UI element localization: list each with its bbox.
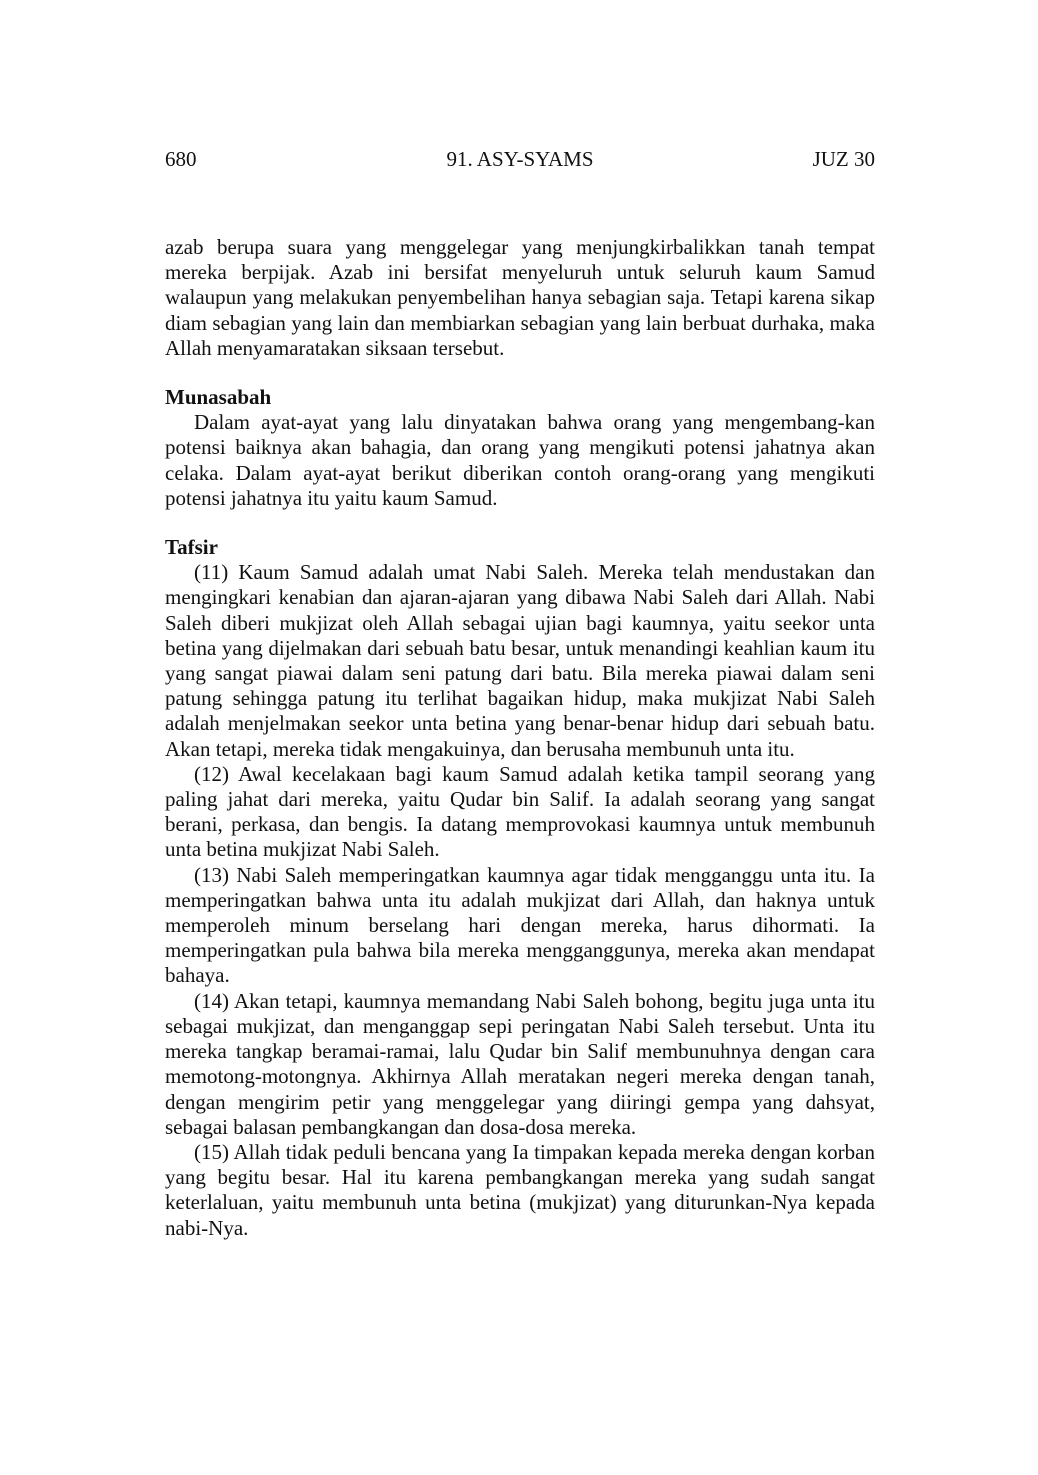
munasabah-heading: Munasabah (165, 385, 272, 410)
munasabah-paragraph: Dalam ayat-ayat yang lalu dinyatakan bahwa orang yang mengembang-kan potensi baiknya akan bahagia, dan orang yang mengikuti potensi jahatnya akan celaka. Dalam ayat-ayat berikut diberikan contoh orang-orang yang mengikuti potensi jahatnya itu yaitu kaum Samud. (165, 410, 875, 510)
running-header (165, 144, 875, 174)
juz-label: JUZ 30 (812, 147, 875, 171)
tafsir-paragraph-11: (11) Kaum Samud adalah umat Nabi Saleh. Mereka telah mendustakan dan mengingkari kenabian dan ajaran-ajaran yang dibawa Nabi Saleh dari Allah. Nabi Saleh diberi mukjizat oleh Allah sebagai ujian bagi kaumnya, yaitu seekor unta betina yang dijelmakan dari sebuah batu besar, untuk menandingi keahlian kaum itu yang sangat piawai dalam seni patung dari batu. Bila mereka piawai dalam seni patung sehingga patung itu terlihat bagaikan hidup, maka mukjizat Nabi Saleh adalah menjelmakan seekor unta betina yang benar-benar hidup dari sebuah batu. Akan tetapi, mereka tidak mengakuinya, dan berusaha membunuh unta itu. (165, 560, 875, 761)
tafsir-paragraph-13: (13) Nabi Saleh memperingatkan kaumnya agar tidak mengganggu unta itu. Ia memperingatkan bahwa unta itu adalah mukjizat dari Allah, dan haknya untuk memperoleh minum berselang hari dengan mereka, harus dihormati. Ia memperingatkan pula bahwa bila mereka mengganggunya, mereka akan mendapat bahaya. (165, 862, 875, 988)
tafsir-paragraph-14: (14) Akan tetapi, kaumnya memandang Nabi Saleh bohong, begitu juga unta itu sebagai mukjizat, dan menganggap sepi peringatan Nabi Saleh tersebut. Unta itu mereka tangkap beramai-ramai, lalu Qudar bin Salif membunuhnya dengan cara memotong-motongnya. Akhirnya Allah meratakan negeri mereka dengan tanah, dengan mengirim petir yang menggelegar yang diiringi gempa yang dahsyat, sebagai balasan pembangkangan dan dosa-dosa mereka. (165, 988, 875, 1139)
tafsir-paragraph-12: (12) Awal kecelakaan bagi kaum Samud adalah ketika tampil seorang yang paling jahat dari mereka, yaitu Qudar bin Salif. Ia adalah seorang yang sangat berani, perkasa, dan bengis. Ia datang memprovokasi kaumnya untuk membunuh unta betina mukjizat Nabi Saleh. (165, 761, 875, 862)
intro-paragraph: azab berupa suara yang menggelegar yang menjungkirbalikkan tanah tempat mereka berpijak. Azab ini bersifat menyeluruh untuk seluruh kaum Samud walaupun yang melakukan penyembelihan hanya sebagian saja. Tetapi karena sikap diam sebagian yang lain dan membiarkan sebagian yang lain berbuat durhaka, maka Allah menyamaratakan siksaan tersebut. (165, 235, 875, 360)
tafsir-paragraph-15: (15) Allah tidak peduli bencana yang Ia timpakan kepada mereka dengan korban yang begitu besar. Hal itu karena pembangkangan mereka yang sudah sangat keterlaluan, yaitu membunuh unta betina (mukjizat) yang diturunkan-Nya kepada nabi-Nya. (165, 1139, 875, 1240)
page-number: 680 (165, 147, 197, 171)
tafsir-heading: Tafsir (165, 535, 218, 560)
page-body (165, 235, 875, 1241)
surah-title: 91. ASY-SYAMS (446, 147, 594, 171)
